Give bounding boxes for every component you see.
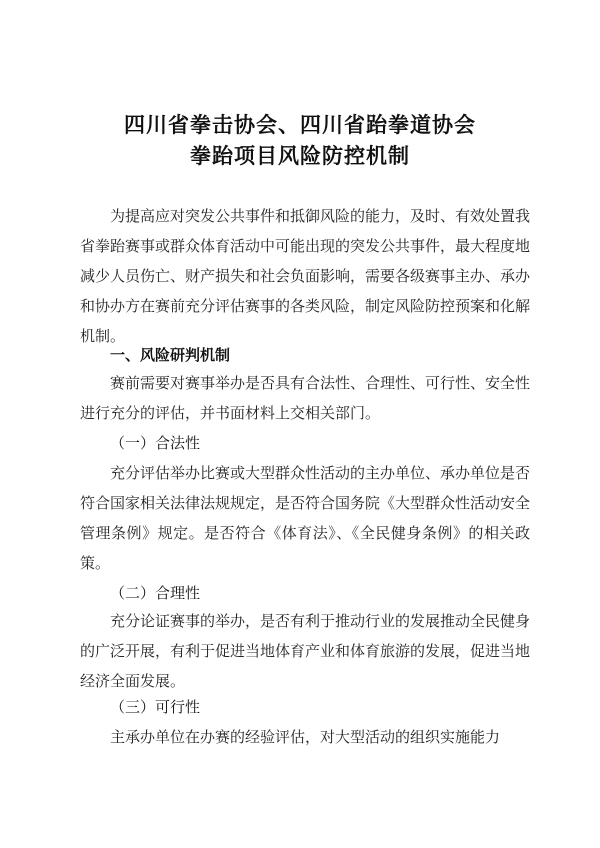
subsection-heading-feasibility: （三）可行性 [110,698,201,716]
subsection-paragraph-feasibility: 主承办单位在办赛的经验评估，对大型活动的组织实施能力 [110,728,501,746]
subsection-heading-legality: （一）合法性 [110,434,201,452]
section-paragraph-risk-assessment: 赛前需要对赛事举办是否具有合法性、合理性、可行性、安全性进行充分的评估，并书面材料上交相关部门。 [80,374,531,422]
subsection-paragraph-legality: 充分评估举办比赛或大型群众性活动的主办单位、承办单位是否符合国家相关法律法规规定，是否符合国务院《大型群众性活动安全管理条例》规定。是否符合《体育法》、《全民健身条例》的相关政策。 [80,464,531,572]
document-title-line1: 四川省拳击协会、四川省跆拳道协会 [124,113,476,137]
section-heading-risk-assessment: 一、风险研判机制 [110,346,231,364]
subsection-heading-rationality: （二）合理性 [110,584,201,602]
intro-paragraph: 为提高应对突发公共事件和抵御风险的能力，及时、有效处置我省拳跆赛事或群众体育活动中可能出现的突发公共事件，最大程度地减少人员伤亡、财产损失和社会负面影响，需要各级赛事主办、承办和协办方在赛前充分评估赛事的各类风险，制定风险防控预案和化解机制。 [80,207,531,345]
document-title-line2: 拳跆项目风险防控机制 [190,144,410,168]
subsection-paragraph-rationality: 充分论证赛事的举办，是否有利于推动行业的发展推动全民健身的广泛开展，有利于促进当地体育产业和体育旅游的发展，促进当地经济全面发展。 [80,612,531,690]
